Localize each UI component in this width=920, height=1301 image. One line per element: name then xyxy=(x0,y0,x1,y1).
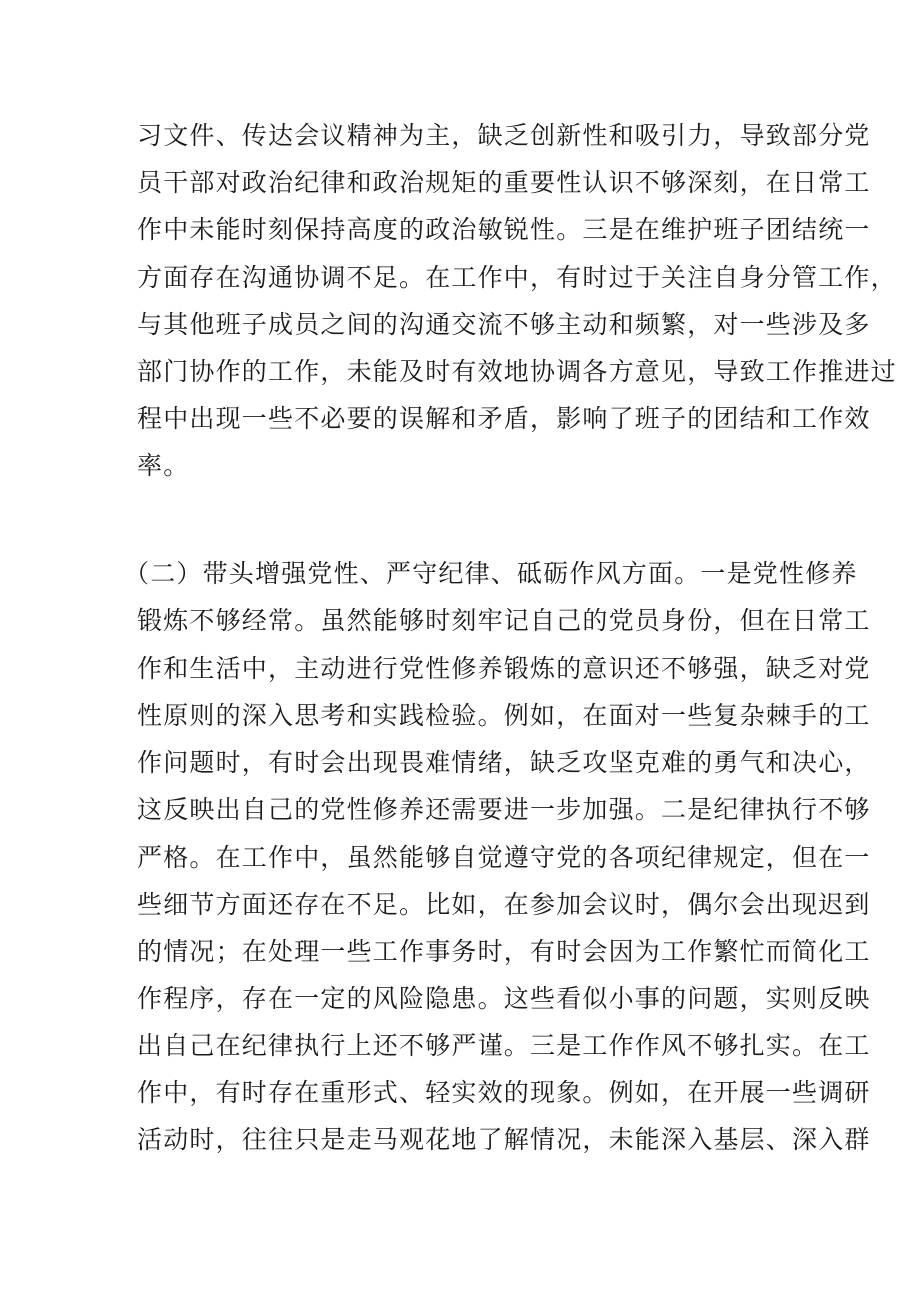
section-heading-line: （二）带头增强党性、严守纪律、砥砺作风方面。一是党性修养 xyxy=(124,559,858,588)
text-line: 习文件、传达会议精神为主，缺乏创新性和吸引力，导致部分党 xyxy=(137,121,871,150)
text-line: 活动时，往往只是走马观花地了解情况，未能深入基层、深入群 xyxy=(137,1125,871,1154)
text-line: 的情况；在处理一些工作事务时，有时会因为工作繁忙而简化工 xyxy=(137,937,871,966)
text-line: 作中，有时存在重形式、轻实效的现象。例如，在开展一些调研 xyxy=(137,1078,871,1107)
text-line: 这反映出自己的党性修养还需要进一步加强。二是纪律执行不够 xyxy=(137,795,871,824)
text-line: 率。 xyxy=(137,451,190,480)
text-line: 严格。在工作中，虽然能够自觉遵守党的各项纪律规定，但在一 xyxy=(137,843,871,872)
text-line: 作中未能时刻保持高度的政治敏锐性。三是在维护班子团结统一 xyxy=(137,215,871,244)
text-line: 与其他班子成员之间的沟通交流不够主动和频繁，对一些涉及多 xyxy=(137,310,871,339)
text-line: 性原则的深入思考和实践检验。例如，在面对一些复杂棘手的工 xyxy=(137,701,871,730)
text-line: 些细节方面还存在不足。比如，在参加会议时，偶尔会出现迟到 xyxy=(137,890,871,919)
text-line: 程中出现一些不必要的误解和矛盾，影响了班子的团结和工作效 xyxy=(137,404,871,433)
text-line: 方面存在沟通协调不足。在工作中，有时过于关注自身分管工作， xyxy=(137,263,897,292)
text-line: 部门协作的工作，未能及时有效地协调各方意见，导致工作推进过 xyxy=(137,357,897,386)
text-line: 作问题时，有时会出现畏难情绪，缺乏攻坚克难的勇气和决心， xyxy=(137,748,871,777)
text-line: 锻炼不够经常。虽然能够时刻牢记自己的党员身份，但在日常工 xyxy=(137,606,871,635)
text-line: 作程序，存在一定的风险隐患。这些看似小事的问题，实则反映 xyxy=(137,984,871,1013)
text-line: 作和生活中，主动进行党性修养锻炼的意识还不够强，缺乏对党 xyxy=(137,654,871,683)
text-line: 出自己在纪律执行上还不够严谨。三是工作作风不够扎实。在工 xyxy=(137,1031,871,1060)
text-line: 员干部对政治纪律和政治规矩的重要性认识不够深刻，在日常工 xyxy=(137,168,871,197)
